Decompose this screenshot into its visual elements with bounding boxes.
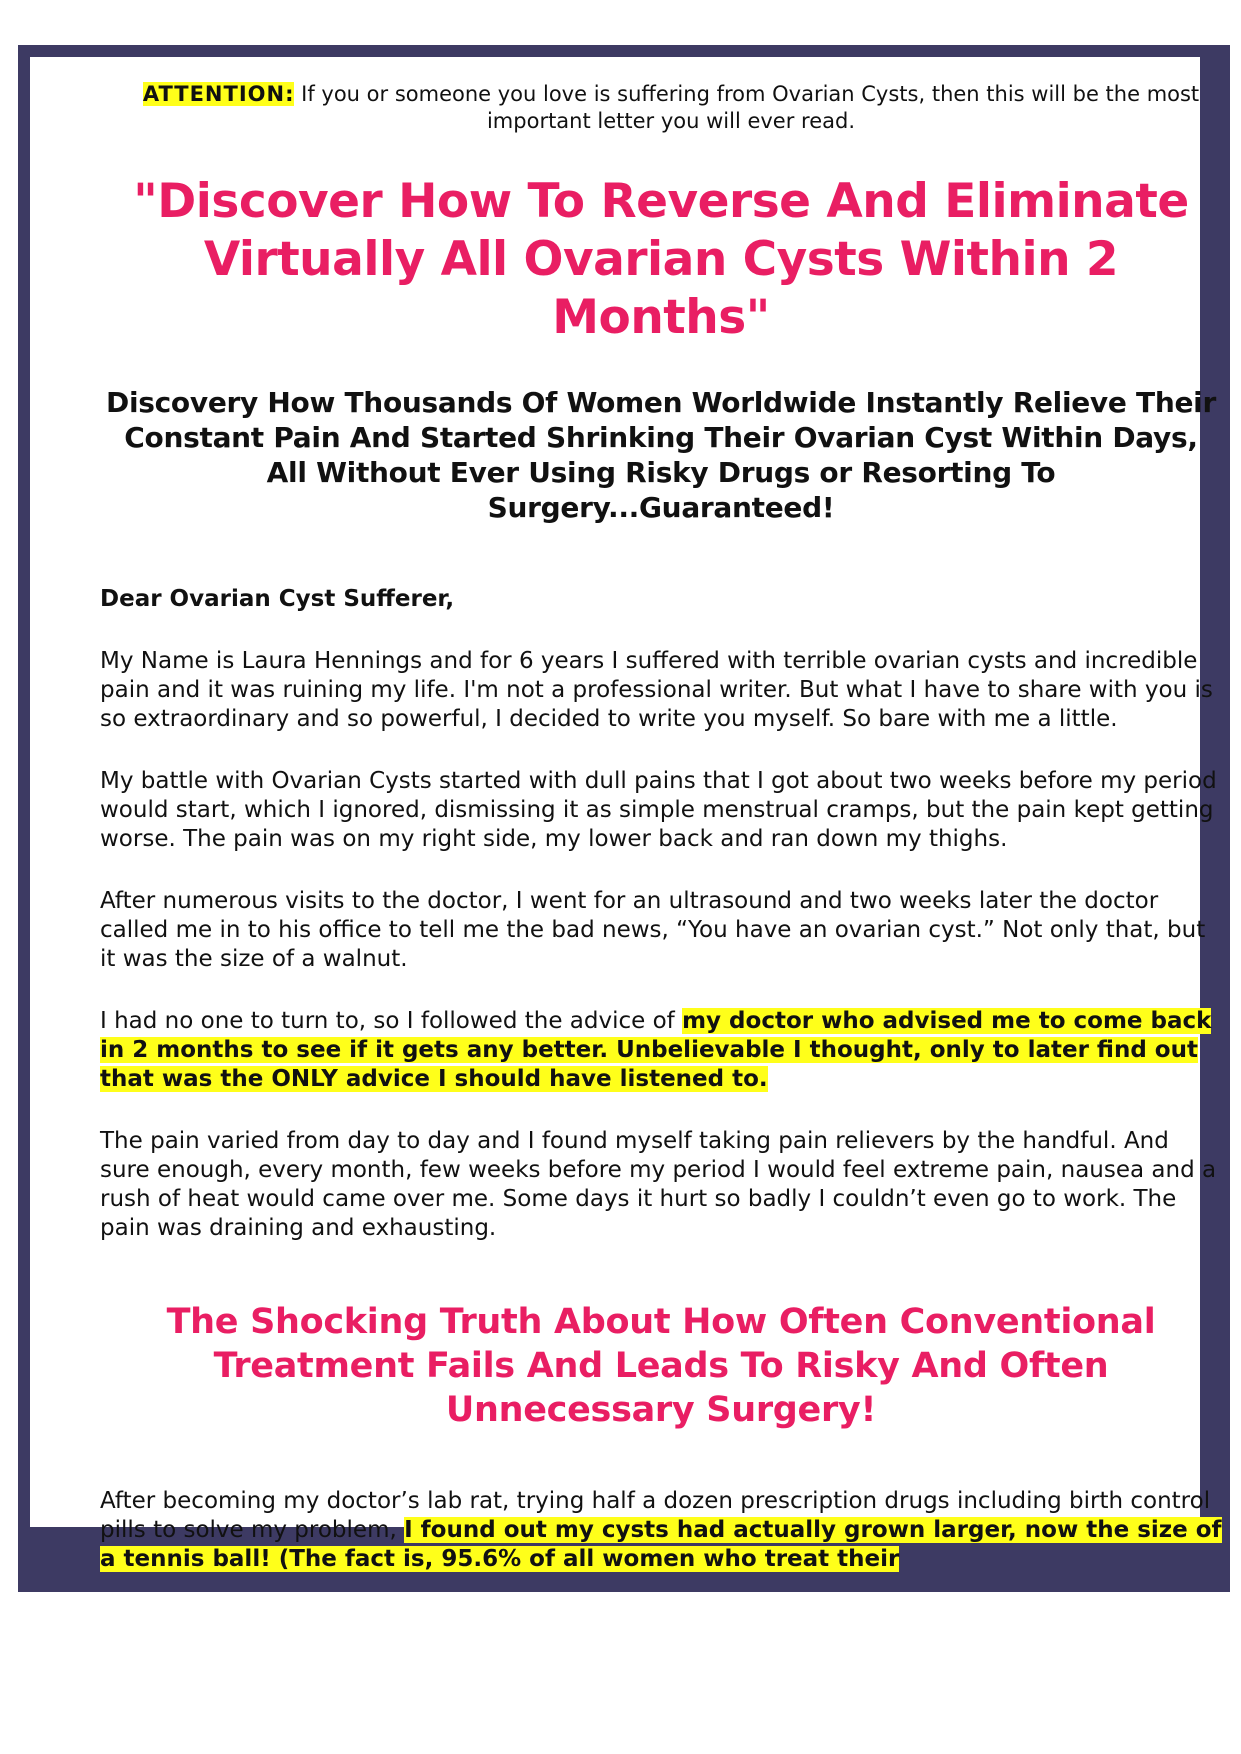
paragraph-3: After numerous visits to the doctor, I went for an ultrasound and two weeks later the doctor called me in to his office to tell me the bad news, “You have an ovarian cyst.” Not only that, but it was the size of a walnut. — [100, 888, 1206, 972]
greeting: Dear Ovarian Cyst Sufferer, — [100, 586, 455, 612]
paragraph-6-text: After becoming my doctor’s lab rat, trying half a dozen prescription drugs including birth control pills to solve my problem, — [100, 1488, 1211, 1543]
subheadline: Discovery How Thousands Of Women Worldwide Instantly Relieve Their Constant Pain And Started Shrinking Their Ovarian Cyst Within Days, All Without Ever Using Risky Drugs or Resorting To Surgery...Guaranteed! — [106, 386, 1216, 524]
paragraph-4-highlight: my doctor who advised me to come back in 2 months to see if it gets any better. Unbelievable I thought, only to later find out that was the ONLY advice I should have listened to. — [100, 1008, 1212, 1092]
paragraph-2: My battle with Ovarian Cysts started with dull pains that I got about two weeks before my period would start, which I ignored, dismissing it as simple menstrual cramps, but the pain kept getting worse. The pain was on my right side, my lower back and ran down my thighs. — [100, 768, 1217, 852]
paragraph-6-highlight: I found out my cysts had actually grown larger, now the size of a tennis ball! (The fact is, 95.6% of all women who treat their — [100, 1517, 1222, 1572]
paragraph-5: The pain varied from day to day and I found myself taking pain relievers by the handful. And sure enough, every month, few weeks before my period I would feel extreme pain, nausea and a rush of heat would came over me. Some days it hurt so badly I couldn’t even go to work. The pain was draining and exhausting. — [100, 1128, 1217, 1241]
attention-text: If you or someone you love is suffering from Ovarian Cysts, then this will be the most important letter you will ever read. — [294, 82, 1200, 133]
paragraph-4-text: I had no one to turn to, so I followed the advice of — [100, 1008, 683, 1034]
main-headline: "Discover How To Reverse And Eliminate Virtually All Ovarian Cysts Within 2 Months" — [133, 174, 1189, 345]
section-heading: The Shocking Truth About How Often Conventional Treatment Fails And Leads To Risky And Often Unnecessary Surgery! — [166, 1302, 1156, 1430]
letter-page — [30, 57, 1222, 1572]
paragraph-4 — [100, 1007, 1222, 1094]
letter-content — [100, 81, 1222, 1574]
paragraph-6 — [100, 1487, 1222, 1574]
attention-label: ATTENTION: — [142, 82, 295, 106]
attention-line — [100, 81, 1222, 135]
paragraph-1: My Name is Laura Hennings and for 6 years I suffered with terrible ovarian cysts and incredible pain and it was ruining my life. I'm not a professional writer. But what I have to share with you is so extraordinary and so powerful, I decided to write you myself. So bare with me a little. — [100, 648, 1213, 732]
